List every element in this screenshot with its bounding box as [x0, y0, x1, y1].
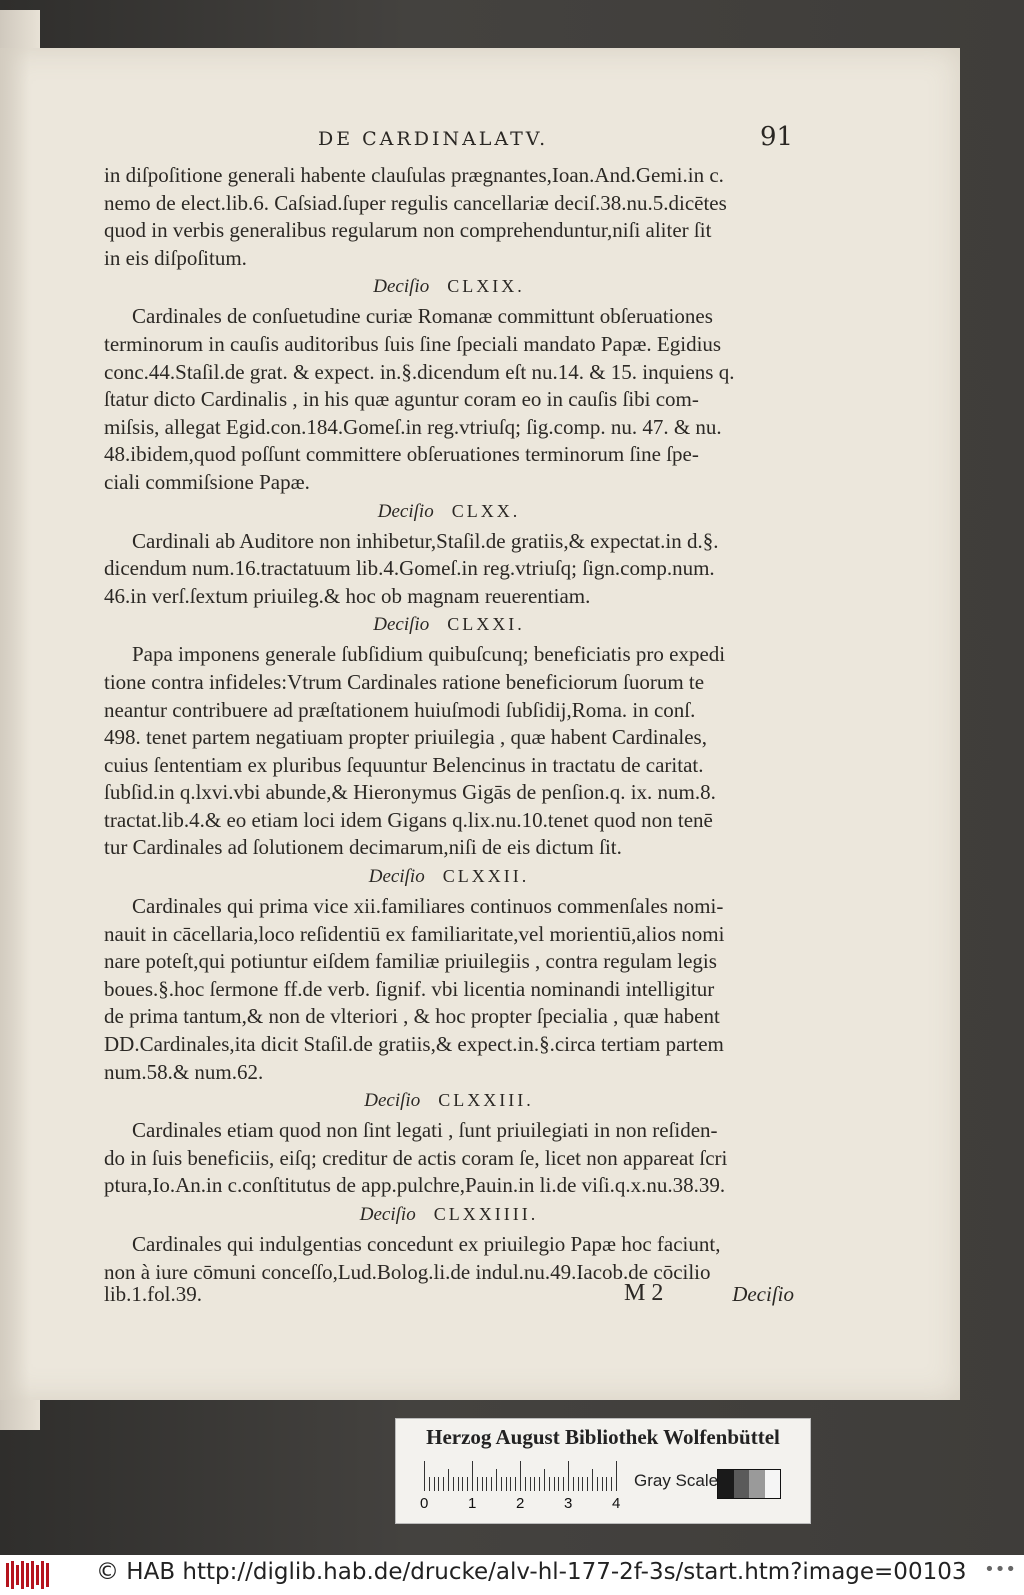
- text-line: ptura,Io.An.in c.conſtitutus de app.pulchre,Pauin.in li.de viſi.q.x.nu.38.39.: [104, 1173, 726, 1198]
- ruler-tick: [491, 1477, 492, 1491]
- logo-bar: [21, 1561, 24, 1589]
- ruler-tick: [515, 1477, 516, 1491]
- scale-number: 1: [468, 1495, 477, 1512]
- text-line: de prima tantum,& non de vlteriori , & hoc propter ſpecialia , quæ habent: [104, 1004, 720, 1029]
- logo-bar: [11, 1561, 14, 1589]
- text-paragraph: [104, 641, 794, 862]
- logo-bar: [31, 1561, 34, 1589]
- text-line: miſsis, allegat Egid.con.184.Gomeſ.in reg.vtriuſq; ſig.comp. nu. 47. & nu.: [104, 414, 722, 439]
- more-menu-icon[interactable]: •••: [984, 1559, 1016, 1580]
- page-text-block: [104, 162, 794, 1286]
- ruler-tick: [510, 1477, 511, 1491]
- signature-mark: M 2: [624, 1280, 664, 1306]
- text-line: Cardinales etiam quod non ſint legati , ſunt priuilegiati in non reſiden-: [132, 1118, 718, 1143]
- ruler-tick: [573, 1477, 574, 1491]
- ruler-tick: [448, 1469, 449, 1491]
- text-line: nauit in cācellaria,loco reſidentiū ex familiaritate,vel morientiū,alios nomi: [104, 921, 725, 946]
- ruler-tick: [482, 1477, 483, 1491]
- logo-bar: [6, 1563, 9, 1587]
- logo-bar: [16, 1565, 19, 1585]
- decisio-word: Deciſio: [377, 500, 434, 522]
- ruler-tick: [496, 1469, 497, 1491]
- running-title: DE CARDINALATV.: [318, 128, 549, 150]
- text-line: tur Cardinales ad ſolutionem decimarum,niſi de eis dictum ſit.: [104, 835, 622, 860]
- decisio-heading: [104, 1088, 794, 1113]
- ruler-tick: [616, 1461, 617, 1491]
- ruler-tick: [472, 1461, 473, 1491]
- decisio-number: CLXXI.: [447, 614, 525, 635]
- viewer-footer-bar: [0, 1555, 1024, 1595]
- ruler-tick: [592, 1469, 593, 1491]
- ruler-tick: [582, 1477, 583, 1491]
- ruler-tick: [434, 1477, 435, 1491]
- text-line: nemo de elect.lib.6. Caſsiad.ſuper regulis cancellariæ deciſ.38.nu.5.dicētes: [104, 190, 727, 215]
- ruler-tick: [606, 1477, 607, 1491]
- logo-bar: [41, 1561, 44, 1589]
- text-line: DD.Cardinales,ita dicit Staſil.de gratiis,& expect.in.§.circa tertiam partem: [104, 1032, 724, 1057]
- text-line: 46.in verſ.ſextum priuileg.& hoc ob magnam reuerentiam.: [104, 583, 591, 608]
- text-line: Cardinales qui prima vice xii.familiares continuos commenſales nomi-: [132, 894, 724, 919]
- ruler-tick: [520, 1461, 521, 1491]
- logo-bar: [46, 1563, 49, 1587]
- ruler-tick: [506, 1477, 507, 1491]
- text-line: tractat.lib.4.& eo etiam loci idem Gigans q.lix.nu.10.tenet quod non tenē: [104, 807, 713, 832]
- ruler-tick: [597, 1477, 598, 1491]
- ruler-tick: [563, 1477, 564, 1491]
- ruler-tick: [611, 1477, 612, 1491]
- gray-scale-swatch: [717, 1469, 781, 1499]
- gray-swatch-cell: [718, 1470, 734, 1498]
- text-line: boues.§.hoc ſermone ff.de verb. ſignif. vbi licentia nominandi intelligitur: [104, 976, 715, 1001]
- text-line: tione contra infideles:Vtrum Cardinales ratione beneficiorum ſuorum te: [104, 669, 705, 694]
- text-line: 498. tenet partem negatiuam propter priuilegia , quæ habent Cardinales,: [104, 725, 707, 750]
- logo-bar: [36, 1565, 39, 1585]
- text-line: dicendum num.16.tractatuum lib.4.Gomeſ.in reg.vtriuſq; ſign.comp.num.: [104, 556, 715, 581]
- text-line: cuius ſententiam ex pluribus ſequuntur Belencinus in tractatu de caritat.: [104, 752, 704, 777]
- ruler-tick: [602, 1477, 603, 1491]
- decisio-number: CLXXII.: [442, 866, 530, 887]
- text-line: in eis diſpoſitum.: [104, 245, 247, 270]
- color-target-card: [395, 1418, 811, 1524]
- ruler-tick: [534, 1477, 535, 1491]
- decisio-word: Deciſio: [364, 1090, 421, 1112]
- text-line: Cardinales de conſuetudine curiæ Romanæ committunt obſeruationes: [132, 304, 713, 329]
- decisio-word: Deciſio: [373, 276, 430, 298]
- text-line: ſtatur dicto Cardinalis , in his quæ aguntur coram eo in cauſis ſibi com-: [104, 387, 699, 412]
- ruler-tick: [467, 1477, 468, 1491]
- ruler-tick: [544, 1469, 545, 1491]
- text-line: non à iure cōmuni conceſſo,Lud.Bolog.li.de indul.nu.49.Iacob.de cōcilio: [104, 1259, 711, 1284]
- scale-ruler: [424, 1461, 620, 1491]
- ruler-tick: [429, 1477, 430, 1491]
- last-line-fragment: lib.1.fol.39.: [104, 1282, 202, 1306]
- ruler-tick: [424, 1461, 425, 1491]
- text-paragraph: [104, 162, 794, 272]
- ruler-tick: [443, 1477, 444, 1491]
- ruler-tick: [568, 1461, 569, 1491]
- ruler-tick: [558, 1477, 559, 1491]
- ruler-tick: [549, 1477, 550, 1491]
- decisio-word: Deciſio: [373, 614, 430, 636]
- gray-swatch-cell: [765, 1470, 781, 1498]
- text-line: in diſpoſitione generali habente clauſulas prægnantes,Ioan.And.Gemi.in c.: [104, 163, 724, 187]
- text-paragraph: [104, 1117, 794, 1200]
- gray-swatch-cell: [734, 1470, 750, 1498]
- ruler-tick: [462, 1477, 463, 1491]
- decisio-heading: [104, 612, 794, 637]
- decisio-heading: [104, 499, 794, 524]
- text-line: neantur contribuere ad præſtationem huiuſmodi ſubſidij,Roma. in conſ.: [104, 697, 696, 722]
- decisio-heading: [104, 864, 794, 889]
- text-paragraph: [104, 1231, 794, 1286]
- ruler-tick: [525, 1477, 526, 1491]
- scale-number: 0: [420, 1495, 429, 1512]
- decisio-number: CLXXIII.: [438, 1090, 534, 1111]
- decisio-number: CLXIX.: [447, 276, 525, 297]
- scale-number: 3: [564, 1495, 573, 1512]
- text-paragraph: [104, 528, 794, 611]
- scale-number: 4: [612, 1495, 621, 1512]
- text-line: 48.ibidem,quod poſſunt committere obſeruationes terminorum ſine ſpe-: [104, 442, 699, 467]
- copyright-url[interactable]: © HAB http://diglib.hab.de/drucke/alv-hl-177-2f-3s/start.htm?image=00103: [96, 1559, 967, 1585]
- hab-logo-icon: [6, 1561, 49, 1589]
- text-line: ſubſid.in q.lxvi.vbi abunde,& Hieronymus Gigās de penſion.q. ix. num.8.: [104, 780, 716, 805]
- ruler-tick: [438, 1477, 439, 1491]
- text-line: Papa imponens generale ſubſidium quibuſcunq; beneficiatis pro expedi: [132, 642, 726, 667]
- text-line: nare poteſt,qui potiuntur eiſdem familiæ priuilegiis , contra regulam legis: [104, 949, 717, 974]
- decisio-number: CLXX.: [451, 500, 521, 521]
- ruler-tick: [587, 1477, 588, 1491]
- logo-bar: [26, 1563, 29, 1587]
- catchword: Deciſio: [732, 1282, 794, 1306]
- decisio-word: Deciſio: [368, 866, 425, 888]
- ruler-tick: [477, 1477, 478, 1491]
- ruler-tick: [530, 1477, 531, 1491]
- ruler-tick: [453, 1477, 454, 1491]
- text-line: ciali commiſsione Papæ.: [104, 469, 310, 494]
- ruler-tick: [458, 1477, 459, 1491]
- decisio-heading: [104, 1202, 794, 1227]
- decisio-number: CLXXIIII.: [433, 1204, 539, 1224]
- text-line: conc.44.Staſil.de grat. & expect. in.§.dicendum eſt nu.14. & 15. inquiens q.: [104, 359, 735, 384]
- gray-swatch-cell: [749, 1470, 765, 1498]
- folio-number: 91: [760, 122, 794, 152]
- ruler-tick: [539, 1477, 540, 1491]
- text-line: do in ſuis beneficiis, eiſq; creditur de actis coram ſe, licet non appareat ſcri: [104, 1145, 728, 1170]
- ruler-tick: [578, 1477, 579, 1491]
- page-gutter-shadow: [0, 48, 30, 1400]
- page-header: [0, 122, 960, 158]
- gray-scale-label: Gray Scale: [634, 1471, 719, 1490]
- text-line: terminorum in cauſis auditoribus ſuis ſine ſpeciali mandato Papæ. Egidius: [104, 331, 722, 356]
- ruler-tick: [501, 1477, 502, 1491]
- institution-name: Herzog August Bibliothek Wolfenbüttel: [426, 1425, 780, 1449]
- text-line: quod in verbis generalibus regularum non comprehenduntur,niſi aliter ſit: [104, 218, 712, 243]
- text-line: Cardinales qui indulgentias concedunt ex priuilegio Papæ hoc faciunt,: [132, 1232, 721, 1256]
- ruler-tick: [486, 1477, 487, 1491]
- text-line: num.58.& num.62.: [104, 1059, 264, 1084]
- decisio-heading: [104, 274, 794, 299]
- scale-number: 2: [516, 1495, 525, 1512]
- page-footer-line: [104, 1282, 794, 1312]
- ruler-tick: [554, 1477, 555, 1491]
- text-paragraph: [104, 303, 794, 496]
- decisio-word: Deciſio: [359, 1204, 416, 1225]
- text-paragraph: [104, 893, 794, 1086]
- text-line: Cardinali ab Auditore non inhibetur,Staſil.de gratiis,& expectat.in d.§.: [132, 528, 719, 553]
